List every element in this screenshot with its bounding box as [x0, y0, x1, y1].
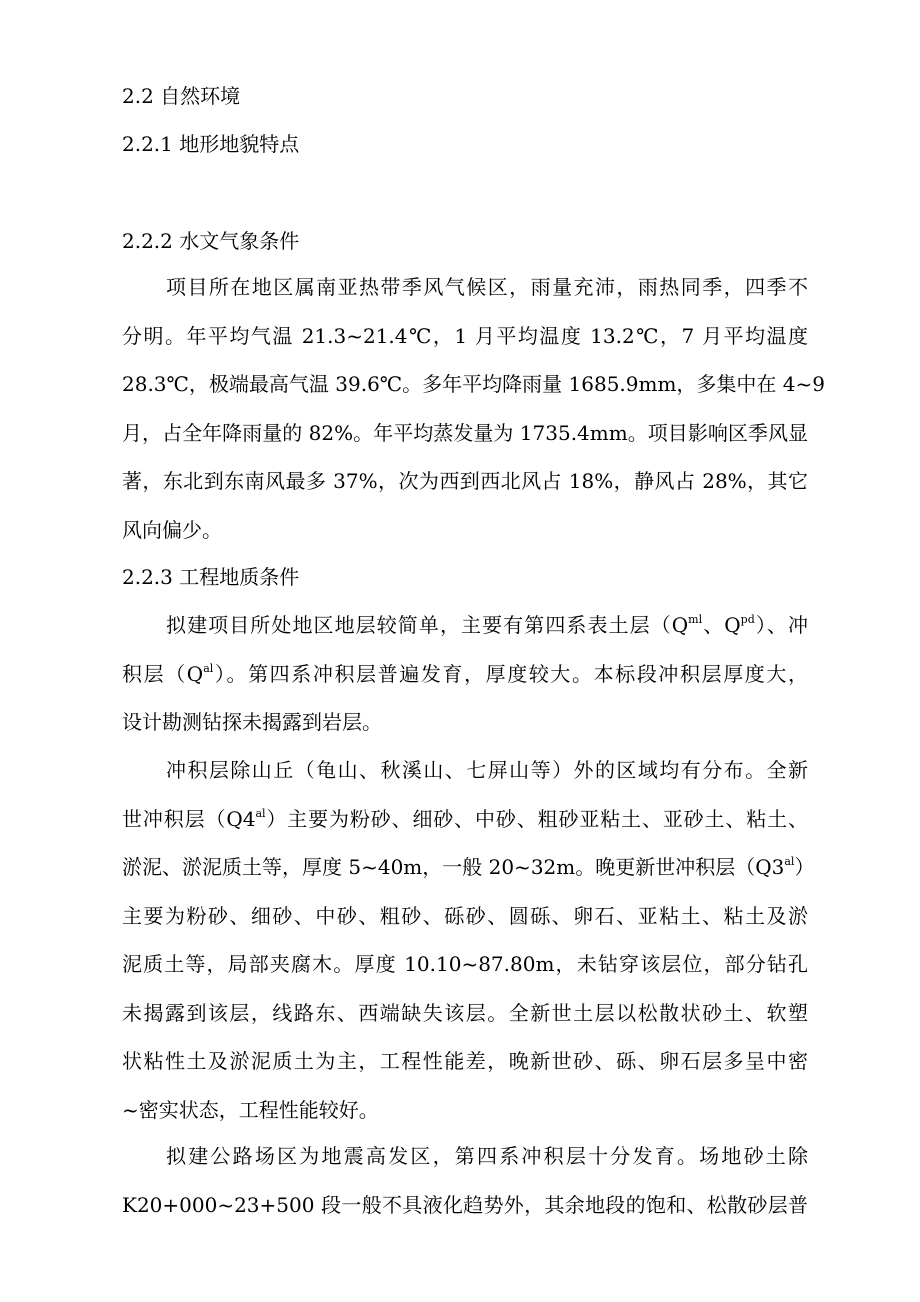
superscript: pd — [740, 613, 755, 627]
paragraph-line — [122, 650, 808, 699]
text-run: 淤泥、淤泥质土等，厚度 5~40m，一般 20~32m。晚更新世冲积层（Q3 — [122, 855, 785, 879]
paragraph-climate — [122, 263, 825, 554]
superscript: al — [255, 806, 266, 820]
text-run: ）、冲 — [754, 613, 808, 637]
text-run: 积层（Q — [122, 661, 204, 686]
paragraph-line: 泥质土等，局部夹腐木。厚度 10.10~87.80m，未钻穿该层位，部分钻孔 — [122, 952, 808, 976]
superscript: ml — [688, 613, 703, 627]
paragraph-line — [122, 795, 808, 844]
text-run: ）。第四系冲积层普遍发育，厚度较大。本标段冲积层厚度大， — [213, 661, 809, 686]
superscript: al — [203, 661, 214, 675]
paragraph-line: K20+000~23+500 段一般不具液化趋势外，其余地段的饱和、松散砂层普 — [122, 1192, 808, 1217]
section-heading-2-2: 2.2 自然环境 — [122, 84, 241, 108]
section-heading-2-2-2: 2.2.2 水文气象条件 — [122, 229, 300, 253]
paragraph-seismic — [122, 1132, 808, 1229]
paragraph-line — [122, 843, 815, 892]
superscript: al — [784, 855, 795, 869]
paragraph-line — [122, 601, 808, 650]
text-run: ）主要为粉砂、细砂、中砂、粗砂亚粘土、亚砂土、粘土、 — [265, 806, 809, 831]
paragraph-line: 冲积层除山丘（龟山、秋溪山、七屏山等）外的区域均有分布。全新 — [166, 758, 808, 782]
paragraph-line: 分明。年平均气温 21.3~21.4℃，1 月平均温度 13.2℃，7 月平均温度 — [122, 323, 808, 348]
paragraph-line: 状粘性土及淤泥质土为主，工程性能差，晚新世砂、砾、卵石层多呈中密 — [122, 1049, 808, 1073]
paragraph-line: 著，东北到东南风最多 37%，次为西到西北风占 18%，静风占 28%，其它 — [122, 469, 808, 493]
text-run: 、Q — [702, 613, 741, 637]
text-run: 世冲积层（Q4 — [122, 806, 256, 831]
paragraph-line: 28.3℃，极端最高气温 39.6℃。多年平均降雨量 1685.9mm，多集中在 4~9 — [122, 372, 825, 396]
paragraph-geology-strata — [122, 601, 808, 747]
text-run: ） — [794, 855, 815, 879]
paragraph-line: 风向偏少。 — [122, 517, 222, 542]
paragraph-line: 主要为粉砂、细砂、中砂、粗砂、砾砂、圆砾、卵石、亚粘土、粘土及淤 — [122, 903, 808, 928]
paragraph-line: 设计勘测钻探未揭露到岩层。 — [122, 710, 382, 734]
paragraph-line: 未揭露到该层，线路东、西端缺失该层。全新世土层以松散状砂土、软塑 — [122, 1000, 808, 1025]
paragraph-line: 项目所在地区属南亚热带季风气候区，雨量充沛，雨热同季，四季不 — [166, 275, 808, 299]
paragraph-line: 月，占全年降雨量的 82%。年平均蒸发量为 1735.4mm。项目影响区季风显 — [122, 420, 808, 445]
section-heading-2-2-1: 2.2.1 地形地貌特点 — [122, 132, 300, 156]
section-heading-2-2-3: 2.2.3 工程地质条件 — [122, 565, 300, 589]
paragraph-line: ~密实状态，工程性能较好。 — [122, 1097, 379, 1122]
text-run: 拟建项目所处地区地层较简单，主要有第四系表土层（Q — [166, 613, 689, 637]
paragraph-line: 拟建公路场区为地震高发区，第四系冲积层十分发育。场地砂土除 — [166, 1144, 808, 1168]
paragraph-alluvium — [122, 746, 815, 1134]
